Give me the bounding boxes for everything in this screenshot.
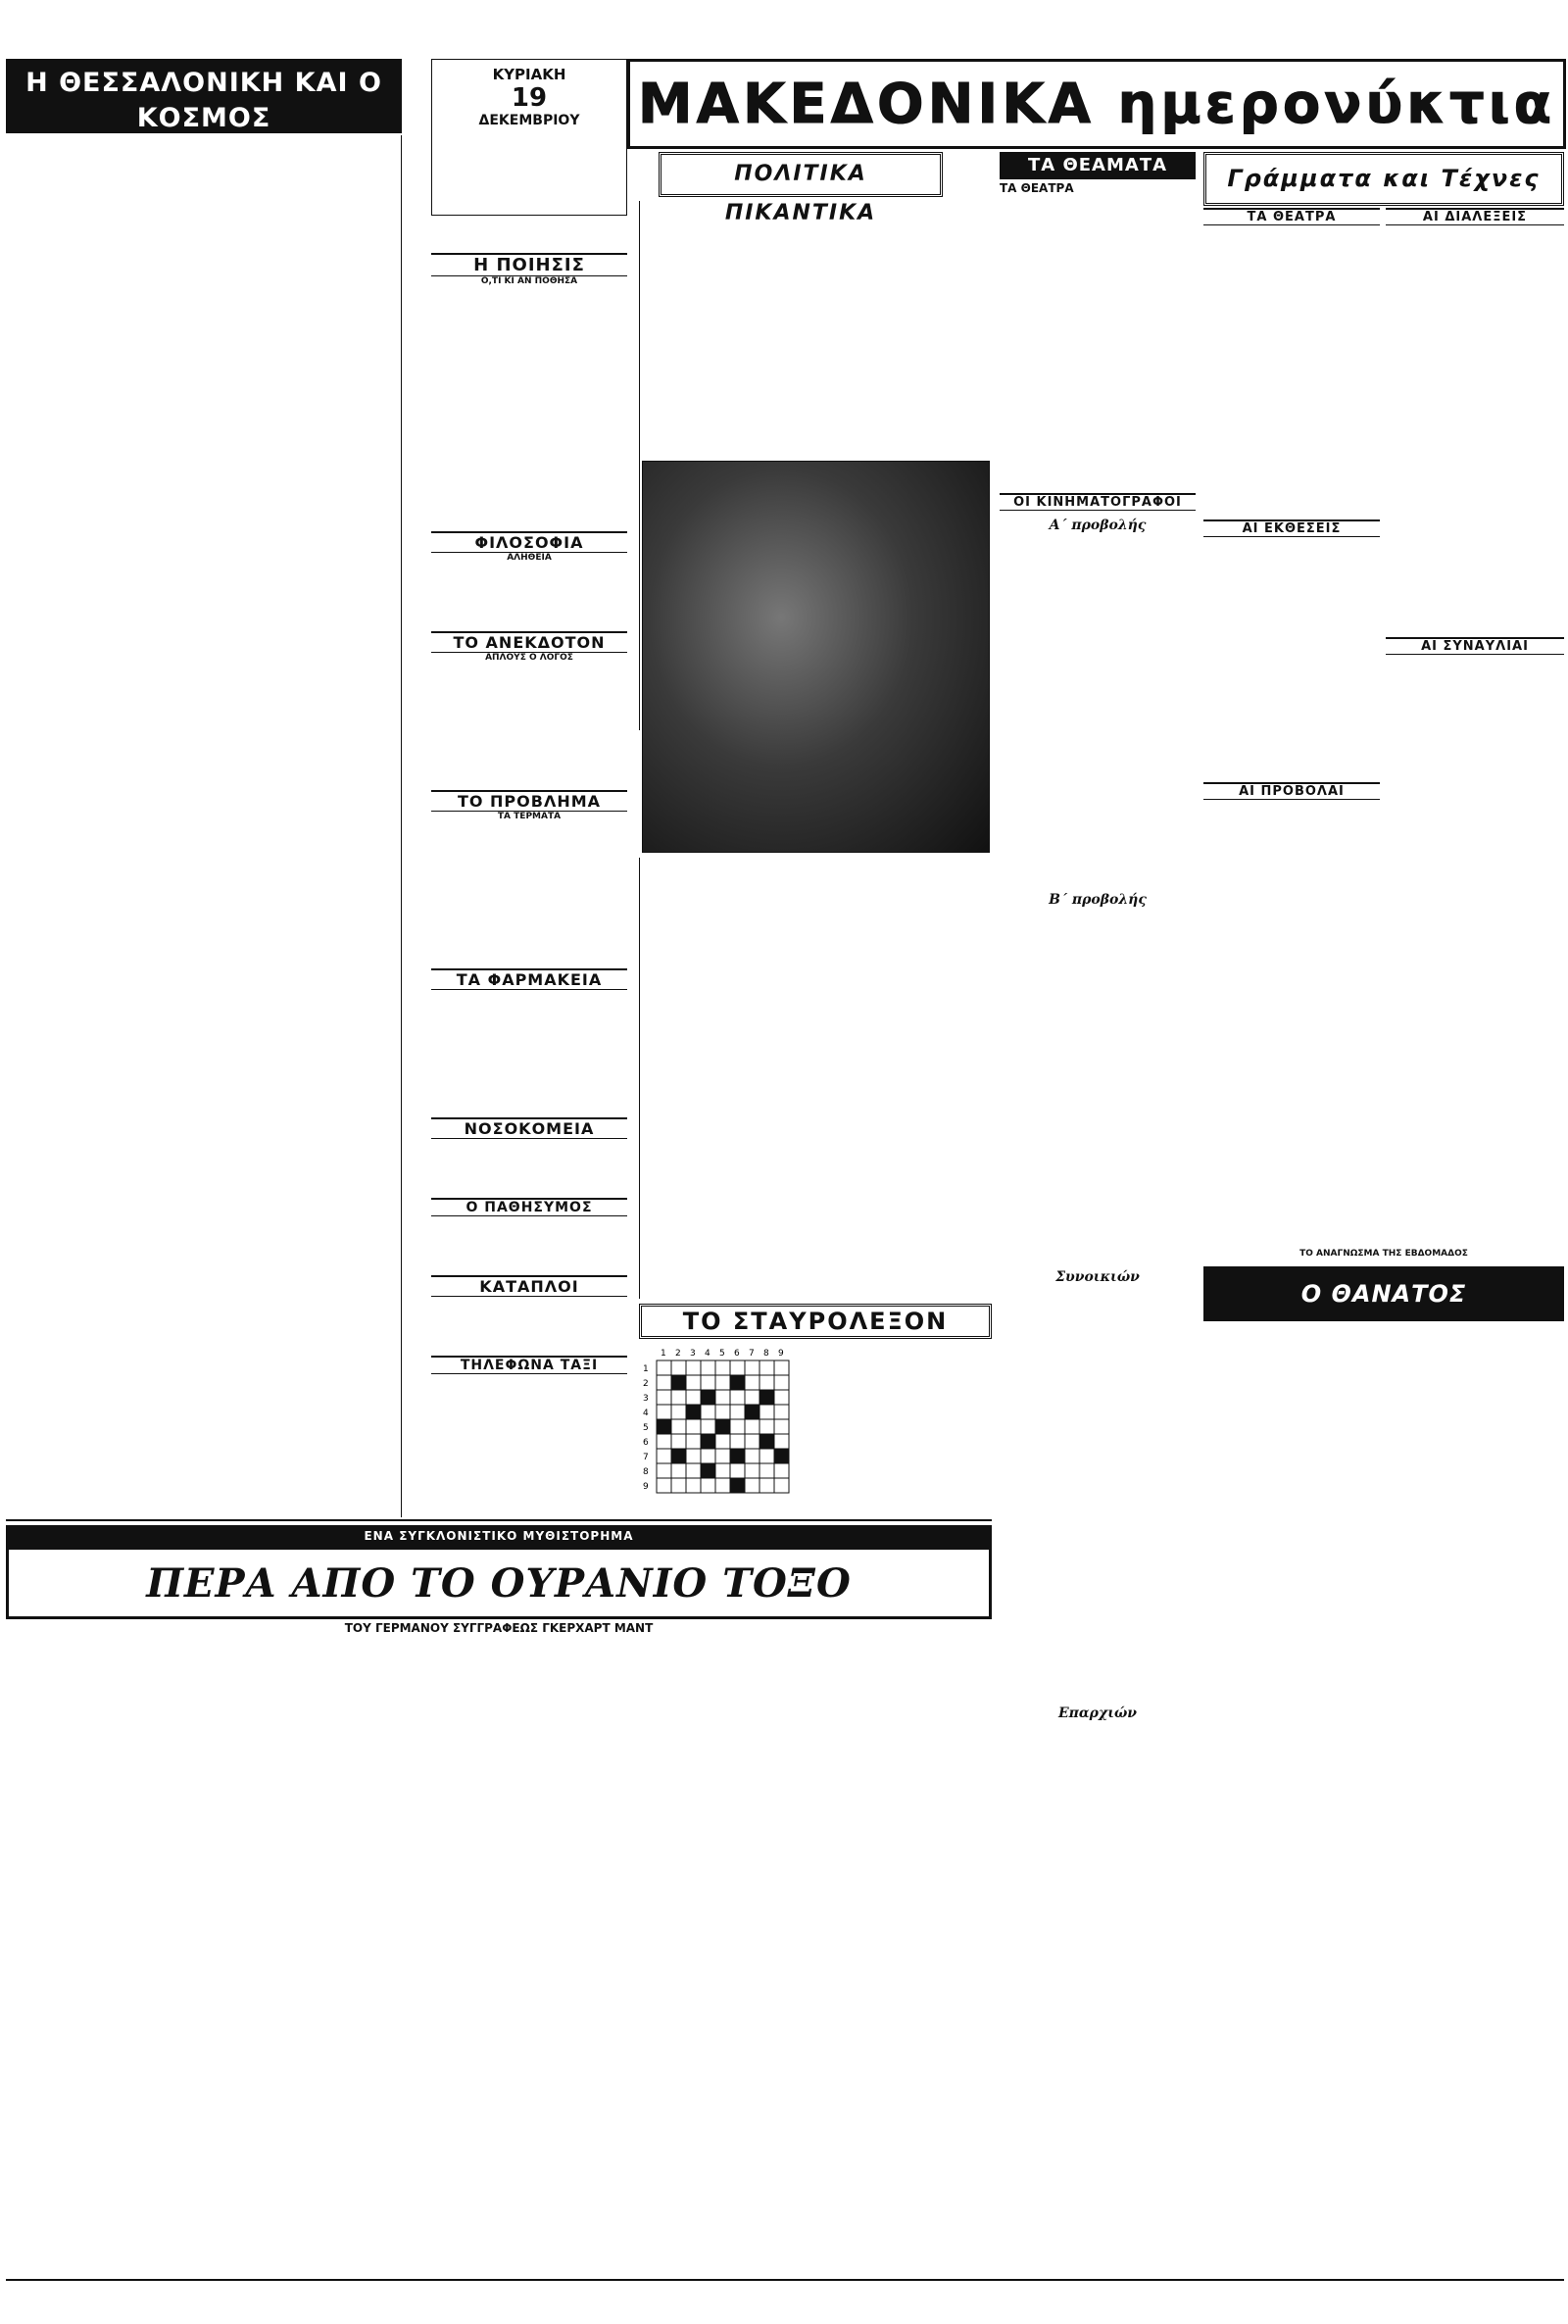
crossword-black-cell <box>774 1449 789 1463</box>
crossword-col-number: 9 <box>778 1349 784 1359</box>
crossword-grid <box>639 1345 796 1521</box>
synoikion-list <box>1000 1289 1196 1701</box>
theamata-title: ΤΑ ΘΕΑΜΑΤΑ <box>1027 155 1168 175</box>
crossword-cell <box>774 1405 789 1419</box>
crossword-black-cell <box>730 1478 745 1493</box>
crossword-row-number: 8 <box>643 1467 649 1477</box>
crossword-cell <box>715 1390 730 1405</box>
stavrolexon-title: ΤΟ ΣΤΑΥΡΟΛΕΞΟΝ <box>682 1308 949 1335</box>
synavlies-title: ΑΙ ΣΥΝΑΥΛΙΑΙ <box>1421 639 1529 654</box>
crossword-cell <box>760 1463 774 1478</box>
crossword-black-cell <box>760 1390 774 1405</box>
crossword-cell <box>657 1463 671 1478</box>
crossword-row-number: 1 <box>643 1364 649 1374</box>
crossword-cell <box>686 1419 701 1434</box>
crossword-cell <box>730 1419 745 1434</box>
crossword-cell <box>715 1405 730 1419</box>
serial-kicker-text: ΕΝΑ ΣΥΓΚΛΟΝΙΣΤΙΚΟ ΜΥΘΙΣΤΟΡΗΜΑ <box>364 1529 634 1543</box>
katapoi-title: ΚΑΤΑΠΛΟΙ <box>479 1277 579 1296</box>
crossword-col-number: 2 <box>675 1349 681 1359</box>
date-box <box>431 59 627 216</box>
crossword-cell <box>657 1360 671 1375</box>
crossword-cell <box>657 1478 671 1493</box>
crossword-col-number: 4 <box>705 1349 710 1359</box>
thessaloniki-article <box>6 135 402 1517</box>
crossword-cell <box>774 1375 789 1390</box>
crossword-clues <box>804 1345 990 1517</box>
synoikion-subhead: Συνοικιών <box>1055 1269 1140 1285</box>
crossword-black-cell <box>686 1405 701 1419</box>
ekthesis-header <box>1203 519 1380 537</box>
thanatos-title: Ο ΘΑΝΑΤΟΣ ΠΑΡΑΜΟΝΕΥΕΙ <box>1281 1280 1487 1362</box>
right-arts-column <box>1203 208 1564 1247</box>
poiisis-text <box>431 286 627 531</box>
crossword-cell <box>745 1449 760 1463</box>
nosokomeia-header <box>431 1117 627 1139</box>
crossword-cell <box>686 1449 701 1463</box>
crossword-cell <box>730 1360 745 1375</box>
crossword-cell <box>774 1434 789 1449</box>
crossword-cell <box>745 1360 760 1375</box>
pathisymos-title: Ο ΠΑΘΗΣΥΜΟΣ <box>466 1200 593 1215</box>
provolai-header <box>1203 782 1380 800</box>
crossword-black-cell <box>671 1375 686 1390</box>
politika-pikantika-header <box>659 152 943 225</box>
crossword-cell <box>774 1463 789 1478</box>
crossword-row-number: 5 <box>643 1423 649 1433</box>
poiisis-header <box>431 253 627 276</box>
crossword-row-number: 4 <box>643 1409 649 1418</box>
crossword-cell <box>686 1360 701 1375</box>
crossword-col-number: 7 <box>749 1349 755 1359</box>
crossword-cell <box>774 1390 789 1405</box>
crossword-cell <box>745 1419 760 1434</box>
serial-kicker <box>6 1525 992 1547</box>
crossword-black-cell <box>701 1434 715 1449</box>
crossword-cell <box>701 1478 715 1493</box>
provlima-title: ΤΟ ΠΡΟΒΛΗΜΑ <box>457 792 602 811</box>
filosofia-subtitle: ΑΛΗΘΕΙΑ <box>507 553 552 563</box>
eparchion-subhead: Επαρχιών <box>1057 1706 1138 1721</box>
crossword-cell <box>701 1360 715 1375</box>
provolai-text <box>1203 800 1380 1143</box>
bottom-rule <box>6 2279 1564 2281</box>
crossword-cell <box>657 1390 671 1405</box>
crossword-cell <box>760 1375 774 1390</box>
crossword-cell <box>745 1375 760 1390</box>
crossword-cell <box>715 1434 730 1449</box>
crossword-cell <box>730 1390 745 1405</box>
crossword-col-number: 8 <box>763 1349 769 1359</box>
farmakeia-title: ΤΑ ΦΑΡΜΑΚΕΙΑ <box>456 970 603 989</box>
crossword-cell <box>686 1390 701 1405</box>
kinimatografoi-title: ΟΙ ΚΙΝΗΜΑΤΟΓΡΑΦΟΙ <box>1013 495 1182 510</box>
crossword-cell <box>686 1434 701 1449</box>
serial-text <box>6 1639 992 2276</box>
crossword-cell <box>730 1405 745 1419</box>
tilefona-title: ΤΗΛΕΦΩΝΑ ΤΑΞΙ <box>460 1358 599 1373</box>
poiisis-subtitle: Ο,ΤΙ ΚΙ ΑΝ ΠΟΘΗΣΑ <box>480 276 578 286</box>
serial-byline: ΤΟΥ ΓΕΡΜΑΝΟΥ ΣΥΓΓΡΑΦΕΩΣ ΓΚΕΡΧΑΡΤ ΜΑΝΤ <box>344 1621 654 1635</box>
crossword-cell <box>671 1390 686 1405</box>
crossword-col-number: 6 <box>734 1349 740 1359</box>
katapoi-header <box>431 1275 627 1297</box>
crossword-cell <box>701 1419 715 1434</box>
theatra-r-text <box>1203 225 1380 519</box>
crossword-cell <box>686 1375 701 1390</box>
crossword-row-number: 6 <box>643 1438 649 1448</box>
v-provoles-subhead: Β΄ προβολής <box>1049 892 1147 908</box>
nosokomeia-title: ΝΟΣΟΚΟΜΕΙΑ <box>464 1119 595 1138</box>
synavlies-header <box>1386 637 1564 655</box>
thanatos-text <box>1203 1325 1564 2276</box>
crossword-cell <box>715 1449 730 1463</box>
crossword-cell <box>745 1390 760 1405</box>
tilefona-header <box>431 1356 627 1374</box>
crossword-cell <box>671 1463 686 1478</box>
crossword-cell <box>657 1449 671 1463</box>
pathisymos-header <box>431 1198 627 1216</box>
poiisis-title: Η ΠΟΙΗΣΙΣ <box>473 255 585 275</box>
crossword-row-number: 7 <box>643 1453 649 1462</box>
crossword-cell <box>686 1463 701 1478</box>
ekthesis-text <box>1203 537 1380 782</box>
synavlies-text <box>1386 655 1564 1184</box>
pathisymos-text <box>431 1216 627 1275</box>
crossword-cell <box>671 1419 686 1434</box>
crossword-cell <box>730 1434 745 1449</box>
provlima-header <box>431 790 627 812</box>
crossword-cell <box>774 1360 789 1375</box>
crossword-col-number: 3 <box>690 1349 696 1359</box>
crossword-cell <box>701 1449 715 1463</box>
top-rule <box>6 1519 992 1521</box>
date-day: ΚΥΡΙΑΚΗ <box>492 66 566 83</box>
crossword-row-number: 3 <box>643 1394 649 1404</box>
crossword-cell <box>760 1449 774 1463</box>
ekthesis-title: ΑΙ ΕΚΘΕΣΕΙΣ <box>1242 521 1342 536</box>
date-month: ΔΕΚΕΜΒΡΙΟΥ <box>478 113 580 128</box>
diaalexeis-title: ΑΙ ΔΙΑΛΕΞΕΙΣ <box>1422 210 1528 224</box>
serial-header <box>6 1547 992 1619</box>
crossword-cell <box>715 1478 730 1493</box>
diaalexeis-header <box>1386 208 1564 225</box>
anekdoton-subtitle: ΑΠΛΟΥΣ Ο ΛΟΓΟΣ <box>485 653 573 663</box>
crossword-cell <box>760 1360 774 1375</box>
crossword-cell <box>760 1478 774 1493</box>
crossword-col-number: 5 <box>719 1349 725 1359</box>
katapoi-text <box>431 1297 627 1356</box>
masthead-title: ΜΑΚΕΔΟΝΙΚΑ ημερονύκτια <box>637 72 1556 136</box>
crossword-black-cell <box>701 1463 715 1478</box>
crossword-cell <box>701 1375 715 1390</box>
column-two <box>431 218 627 1517</box>
date-number: 19 <box>511 83 548 113</box>
crossword-cell <box>657 1434 671 1449</box>
crossword-cell <box>745 1434 760 1449</box>
provlima-text <box>431 821 627 968</box>
politika-pikantika-title: ΠΟΛΙΤΙΚΑ ΠΙΚΑΝΤΙΚΑ <box>724 162 877 225</box>
grammata-header <box>1203 152 1564 206</box>
crossword-black-cell <box>730 1375 745 1390</box>
crossword-cell <box>671 1434 686 1449</box>
crossword-black-cell <box>671 1449 686 1463</box>
anekdoton-header <box>431 631 627 653</box>
eparchion-list <box>1000 1725 1196 2274</box>
diaalexeis-text <box>1386 225 1564 637</box>
crossword-cell <box>730 1463 745 1478</box>
crossword-row-number: 9 <box>643 1482 649 1492</box>
crossword-black-cell <box>745 1405 760 1419</box>
crossword-row-number: 2 <box>643 1379 649 1389</box>
crossword-cell <box>657 1405 671 1419</box>
farmakeia-text <box>431 990 627 1117</box>
theatra-listing <box>1000 201 1196 490</box>
crossword-black-cell <box>715 1419 730 1434</box>
crossword-black-cell <box>701 1390 715 1405</box>
crossword-cell <box>715 1360 730 1375</box>
crossword-cell <box>715 1463 730 1478</box>
crossword-black-cell <box>730 1449 745 1463</box>
filosofia-title: ΦΙΛΟΣΟΦΙΑ <box>474 533 584 552</box>
crossword-cell <box>657 1375 671 1390</box>
theamata-theatra-sub: ΤΑ ΘΕΑΤΡΑ <box>1000 181 1074 195</box>
crossword-cell <box>774 1419 789 1434</box>
crossword-col-number: 1 <box>661 1349 666 1359</box>
crossword-black-cell <box>760 1434 774 1449</box>
theamata-header <box>1000 152 1196 179</box>
crossword-black-cell <box>657 1419 671 1434</box>
nosokomeia-text <box>431 1139 627 1198</box>
crossword-cell <box>671 1405 686 1419</box>
anekdoton-title: ΤΟ ΑΝΕΚΔΟΤΟΝ <box>453 633 606 652</box>
crossword-cell <box>745 1463 760 1478</box>
v-provoles-list <box>1000 912 1196 1264</box>
farmakeia-header <box>431 968 627 990</box>
masthead <box>627 59 1566 149</box>
serial-title: ΠΕΡΑ ΑΠΟ ΤΟ ΟΥΡΑΝΙΟ ΤΟΞΟ <box>146 1559 852 1607</box>
tilefona-text <box>431 1374 627 1423</box>
a-provoles-list <box>1000 537 1196 890</box>
grammata-title: Γράμματα και Τέχνες <box>1227 165 1541 192</box>
theatra-r-header <box>1203 208 1380 225</box>
crossword-cell <box>715 1375 730 1390</box>
thessaloniki-column-header <box>6 59 402 133</box>
provolai-title: ΑΙ ΠΡΟΒΟΛΑΙ <box>1239 784 1345 799</box>
filosofia-text <box>431 563 627 631</box>
a-provoles-subhead: Α΄ προβολής <box>1049 518 1147 533</box>
politika-text-lower <box>639 858 992 1299</box>
crossword-cell <box>671 1478 686 1493</box>
crossword-cell <box>686 1478 701 1493</box>
thessaloniki-column-title: Η ΘΕΣΣΑΛΟΝΙΚΗ ΚΑΙ Ο ΚΟΣΜΟΣ <box>25 68 382 133</box>
anagnosma-caption: ΤΟ ΑΝΑΓΝΩΣΜΑ ΤΗΣ ΕΒΔΟΜΑΔΟΣ <box>1299 1249 1468 1259</box>
crossword-cell <box>774 1478 789 1493</box>
stavrolexon-header <box>639 1304 992 1339</box>
crossword-cell <box>760 1405 774 1419</box>
theatra-r-title: ΤΑ ΘΕΑΤΡΑ <box>1247 210 1337 224</box>
thanatos-header <box>1203 1266 1564 1362</box>
crossword-cell <box>701 1405 715 1419</box>
crossword-cell <box>760 1419 774 1434</box>
provlima-subtitle: ΤΑ ΤΕΡΜΑΤΑ <box>497 812 562 821</box>
anekdoton-text <box>431 663 627 790</box>
crossword-cell <box>671 1360 686 1375</box>
crossword-cell <box>745 1478 760 1493</box>
filosofia-header <box>431 531 627 553</box>
news-photo <box>642 461 990 853</box>
kinimatografoi-header <box>1000 493 1196 511</box>
